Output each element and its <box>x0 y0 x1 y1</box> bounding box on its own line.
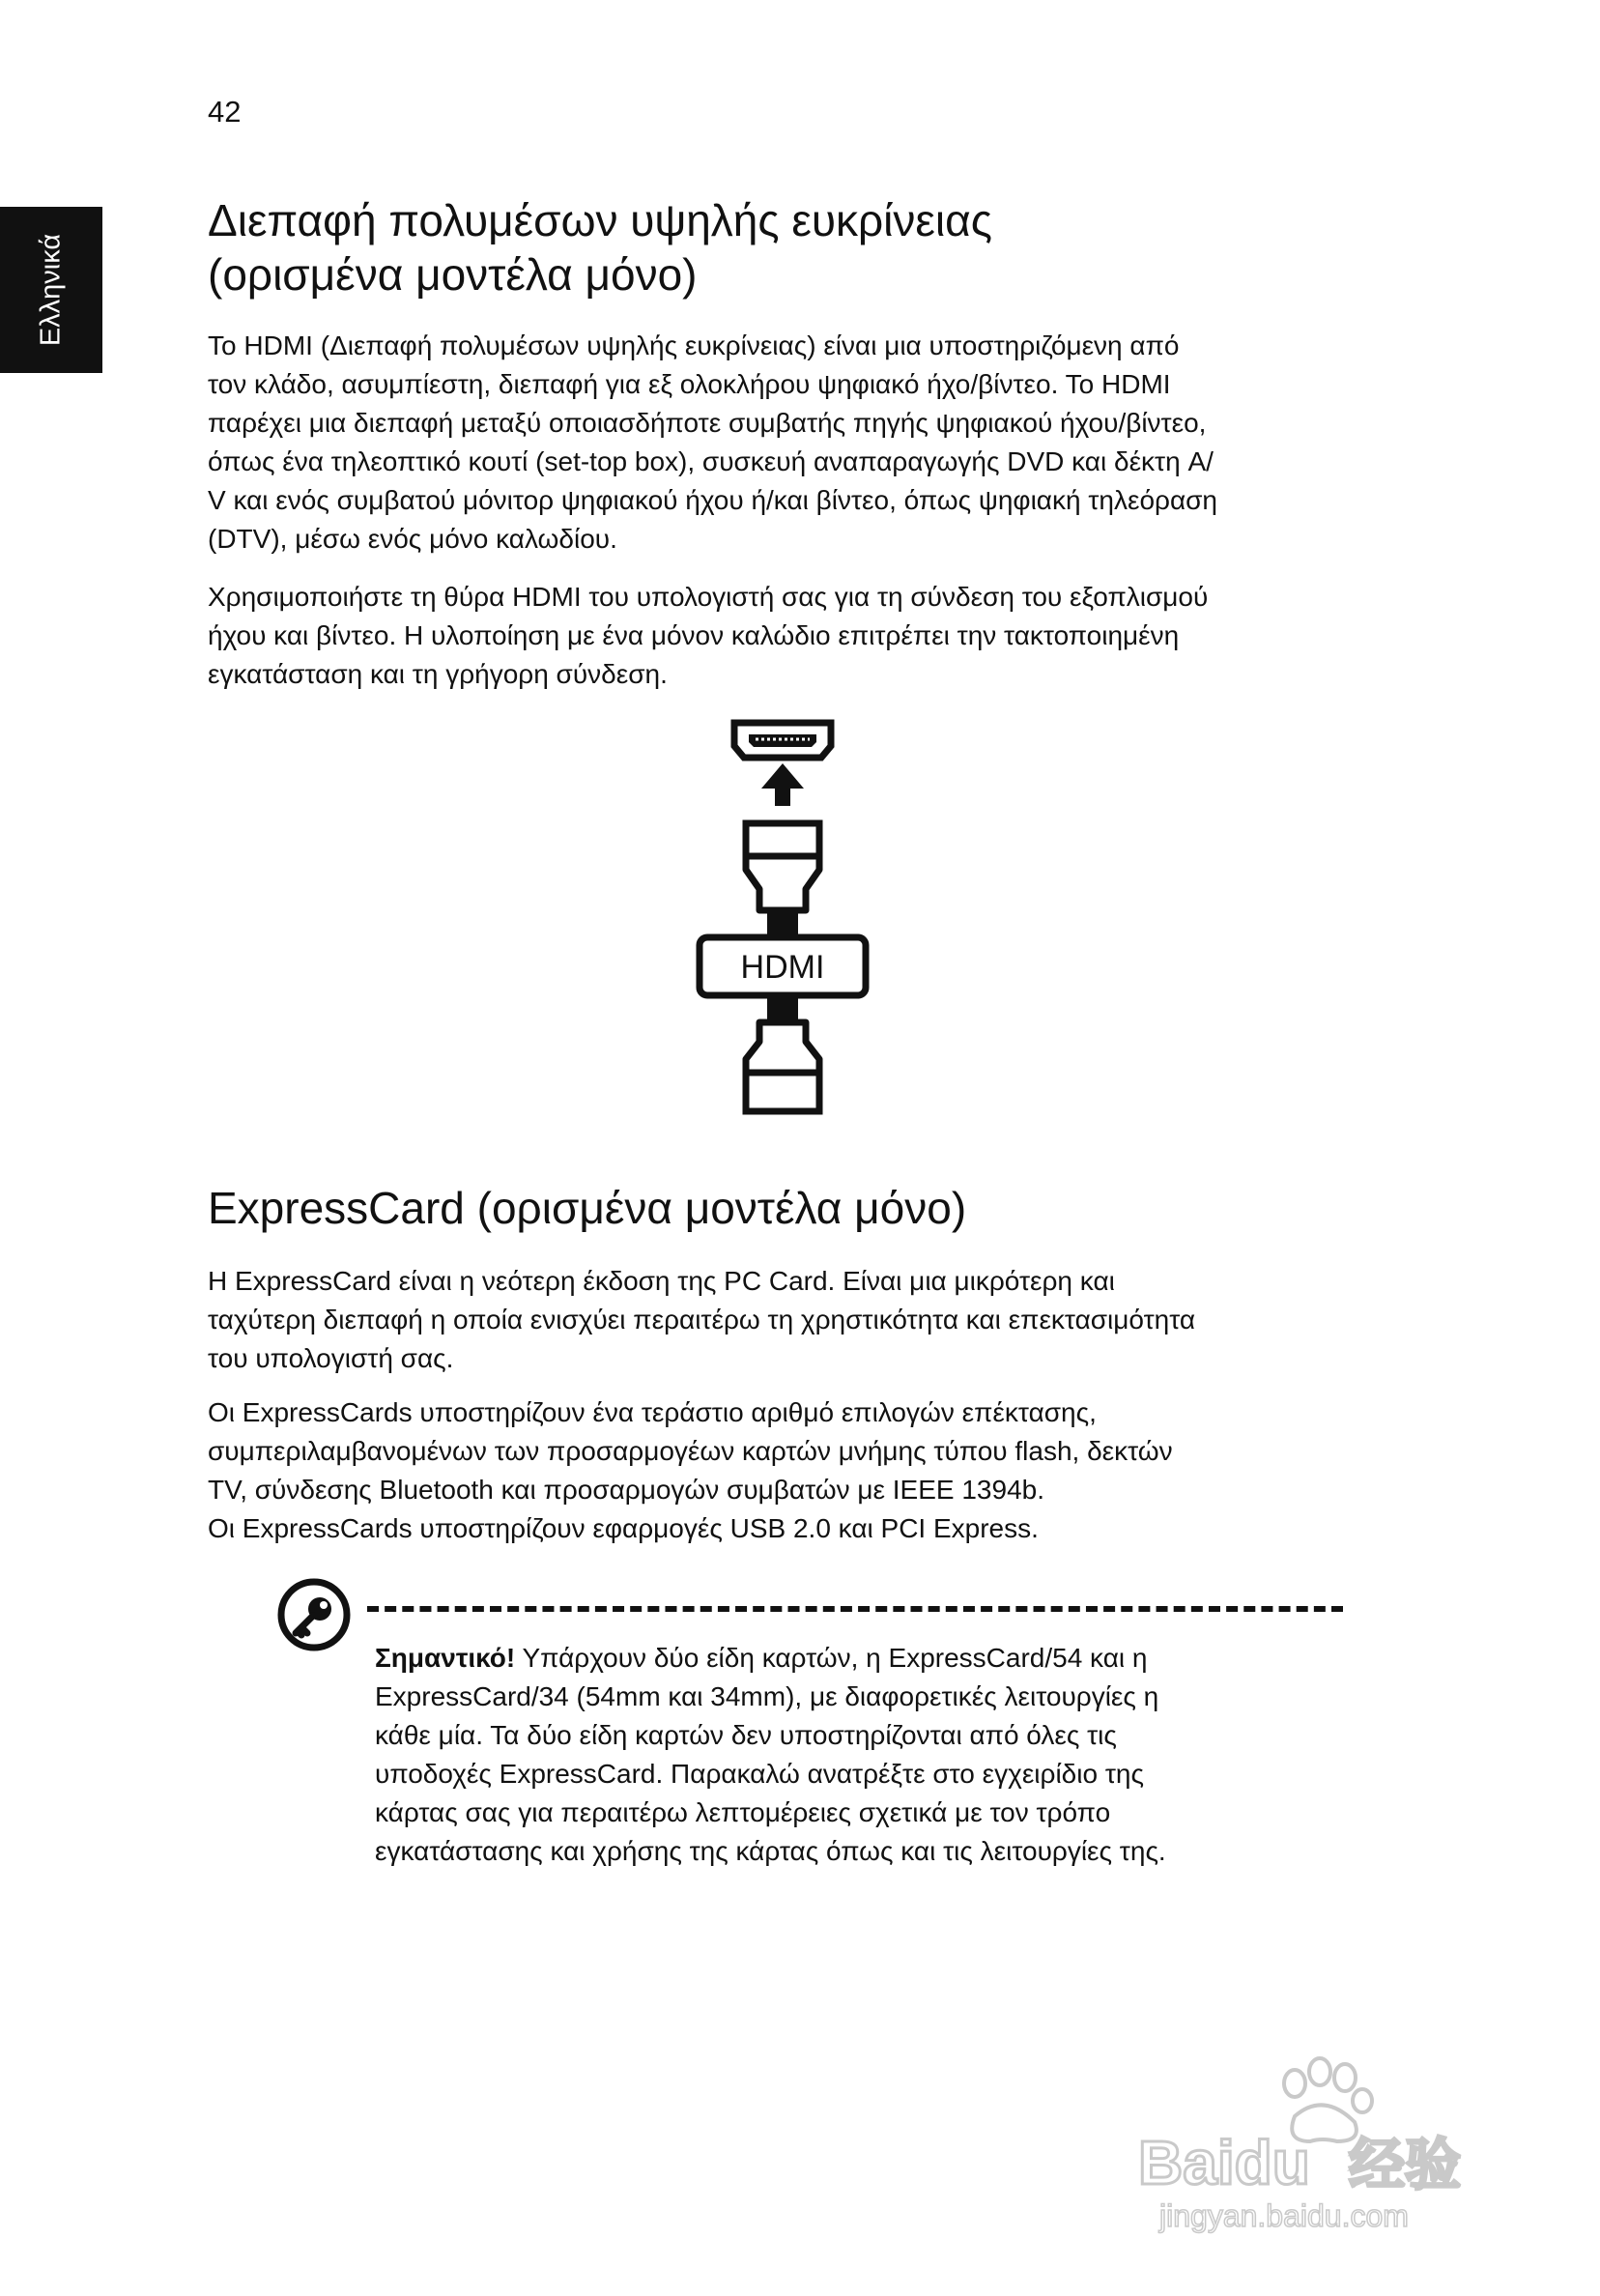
arrow-up-icon <box>761 763 804 806</box>
text-line: συμπεριλαμβανομένων των προσαρμογέων καρτών μνήμης τύπου flash, δεκτών <box>208 1436 1173 1466</box>
key-icon <box>276 1577 352 1657</box>
text-line: ήχου και βίντεο. Η υλοποίηση με ένα μόνον καλώδιο επιτρέπει την τακτοποιημένη <box>208 620 1180 650</box>
text-line: υποδοχές ExpressCard. Παρακαλώ ανατρέξτε στο εγχειρίδιο της <box>375 1759 1144 1789</box>
text-line: ταχύτερη διεπαφή η οποία ενισχύει περαιτέρω τη χρηστικότητα και επεκτασιμότητα <box>208 1305 1196 1335</box>
page-number: 42 <box>208 95 242 129</box>
hdmi-plug-top <box>746 823 819 937</box>
hdmi-label: HDMI <box>740 949 825 986</box>
baidu-watermark <box>1130 2049 1517 2247</box>
text-line: (DTV), μέσω ενός μόνο καλωδίου. <box>208 524 617 554</box>
text-line: όπως ένα τηλεοπτικό κουτί (set-top box), συσκευή αναπαραγωγής DVD και δέκτη A/ <box>208 446 1214 476</box>
hdmi-paragraph-1 <box>208 327 1367 559</box>
text-line: V και ενός συμβατού μόνιτορ ψηφιακού ήχου ή/και βίντεο, όπως ψηφιακή τηλεόραση <box>208 485 1217 515</box>
text-line: κάρτας σας για περαιτέρω λεπτομέρειες σχετικά με τον τρόπο <box>375 1797 1111 1827</box>
hdmi-paragraph-2 <box>208 578 1367 694</box>
note-divider <box>367 1606 1343 1612</box>
text-line: Το HDMI (Διεπαφή πολυμέσων υψηλής ευκρίνειας) είναι μια υποστηριζόμενη από <box>208 330 1180 360</box>
hdmi-title-line-1: Διεπαφή πολυμέσων υψηλής ευκρίνειας <box>208 195 992 245</box>
important-note <box>375 1639 1341 1871</box>
note-first-line-text: Υπάρχουν δύο είδη καρτών, η ExpressCard/54 και η <box>515 1643 1148 1673</box>
hdmi-section-title <box>208 193 992 301</box>
text-line: Χρησιμοποιήστε τη θύρα HDMI του υπολογιστή σας για τη σύνδεση του εξοπλισμού <box>208 582 1209 612</box>
watermark-url: jingyan.baidu.com <box>1159 2198 1409 2233</box>
expresscard-paragraph-2 <box>208 1393 1367 1548</box>
note-first-line <box>375 1639 1341 1678</box>
hdmi-port-icon <box>734 723 831 758</box>
text-line: κάθε μία. Τα δύο είδη καρτών δεν υποστηρίζονται από όλες τις <box>375 1720 1117 1750</box>
note-label: Σημαντικό! <box>375 1643 516 1673</box>
hdmi-plug-bottom <box>746 995 819 1111</box>
hdmi-label-box <box>700 937 866 995</box>
text-line: παρέχει μια διεπαφή μεταξύ οποιασδήποτε συμβατής πηγής ψηφιακού ήχου/βίντεο, <box>208 408 1207 438</box>
text-line: Οι ExpressCards υποστηρίζουν ένα τεράστιο αριθμό επιλογών επέκτασης, <box>208 1397 1097 1427</box>
text-line: Οι ExpressCards υποστηρίζουν εφαρμογές USB 2.0 και PCI Express. <box>208 1513 1039 1543</box>
text-line: TV, σύνδεσης Bluetooth και προσαρμογών συμβατών με IEEE 1394b. <box>208 1475 1045 1505</box>
text-line: τον κλάδο, ασυμπίεστη, διεπαφή για εξ ολοκλήρου ψηφιακό ήχο/βίντεο. Το HDMI <box>208 369 1171 399</box>
language-tab <box>0 207 102 373</box>
watermark-brand: Baidu <box>1138 2128 1310 2197</box>
hdmi-title-line-2: (ορισμένα μοντέλα μόνο) <box>208 249 698 300</box>
text-line: του υπολογιστή σας. <box>208 1343 454 1373</box>
language-tab-label: Ελληνικά <box>35 233 67 347</box>
expresscard-paragraph-1 <box>208 1262 1367 1378</box>
text-line: εγκατάστασης και χρήσης της κάρτας όπως και τις λειτουργίες της. <box>375 1836 1166 1866</box>
watermark-cn: 经验 <box>1349 2132 1462 2197</box>
expresscard-section-title: ExpressCard (ορισμένα μοντέλα μόνο) <box>208 1183 967 1233</box>
text-line: Η ExpressCard είναι η νεότερη έκδοση της PC Card. Είναι μια μικρότερη και <box>208 1266 1115 1296</box>
text-line: ExpressCard/34 (54mm και 34mm), με διαφορετικές λειτουργίες η <box>375 1681 1159 1711</box>
hdmi-cable-figure <box>696 717 870 1128</box>
text-line: εγκατάσταση και τη γρήγορη σύνδεση. <box>208 659 668 689</box>
